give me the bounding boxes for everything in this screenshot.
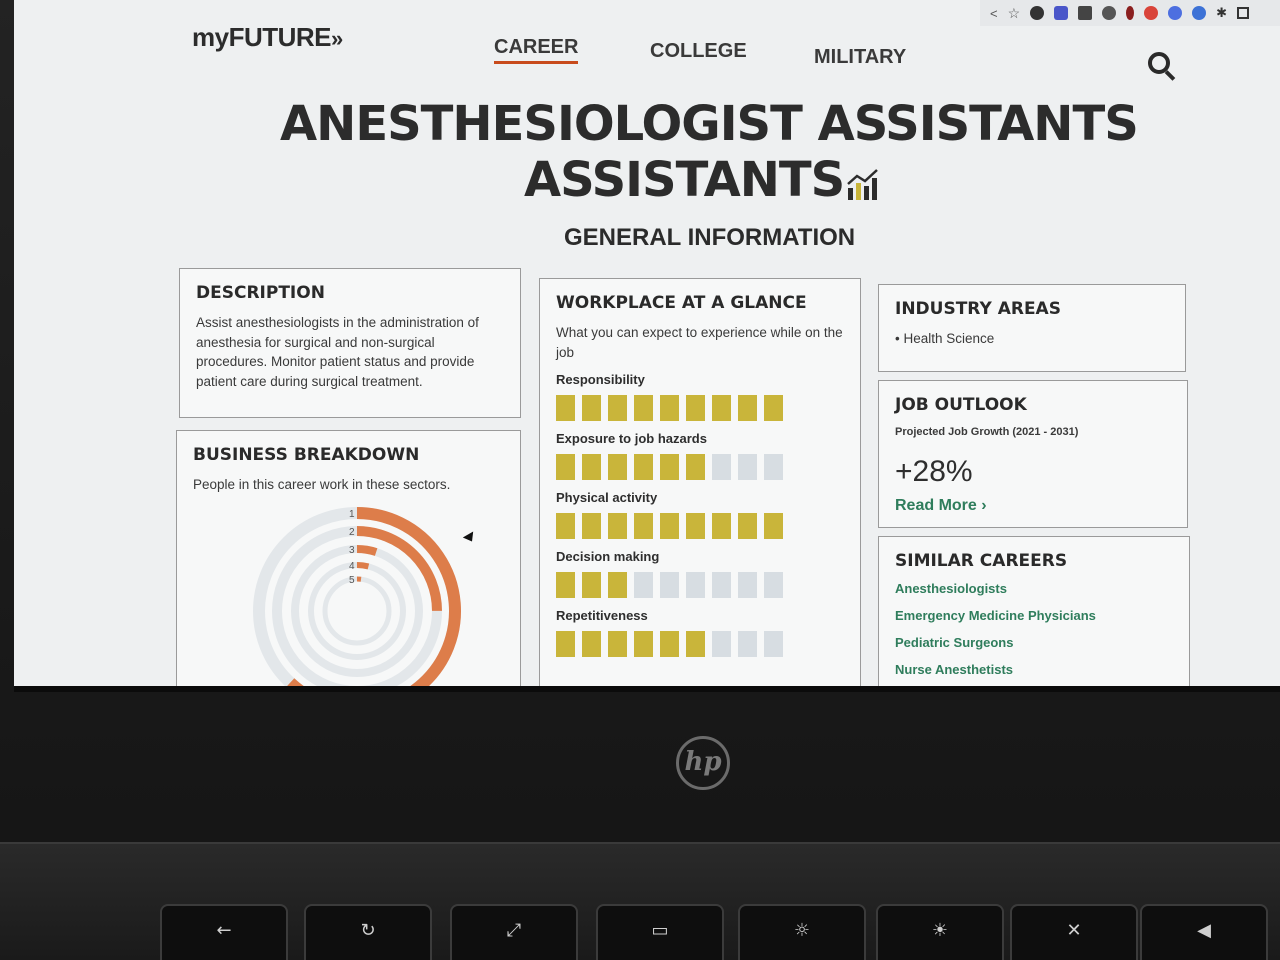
description-heading: DESCRIPTION <box>196 283 325 303</box>
metric-bar-segment <box>738 395 757 421</box>
workplace-subtitle: What you can expect to experience while on the job <box>556 325 843 360</box>
ring-label: 2 <box>349 527 355 538</box>
metric-bar-segment <box>582 572 601 598</box>
extension-icon[interactable] <box>1144 6 1158 20</box>
ring-arc[interactable] <box>357 549 376 552</box>
metric-bar-segment <box>582 454 601 480</box>
similar-career-link[interactable]: Nurse Anesthetists <box>895 662 1013 677</box>
metric-bar-segment <box>660 454 679 480</box>
metric-bar-segment <box>686 513 705 539</box>
ring-arc[interactable] <box>357 565 368 566</box>
metric-bar-row <box>556 454 844 480</box>
metric-bar-row <box>556 631 844 657</box>
browser-screen <box>14 0 1280 692</box>
puzzle-icon[interactable]: ✱ <box>1216 5 1228 20</box>
similar-career-link[interactable]: Pediatric Surgeons <box>895 635 1014 650</box>
extension-icon[interactable] <box>1030 6 1044 20</box>
extension-icon[interactable] <box>1102 6 1116 20</box>
metric-bar-segment <box>582 513 601 539</box>
metric-bar-row <box>556 572 844 598</box>
ring-label: 4 <box>349 561 355 572</box>
metric-bar-segment <box>712 572 731 598</box>
metric-bar-segment <box>634 631 653 657</box>
nav-career[interactable]: CAREER <box>494 36 578 64</box>
metric-label: Repetitiveness <box>556 608 648 624</box>
ring-label: 5 <box>349 575 355 586</box>
similar-career-link[interactable]: Emergency Medicine Physicians <box>895 608 1096 623</box>
metric-label: Responsibility <box>556 372 645 388</box>
metric-bar-segment <box>660 395 679 421</box>
metric-bar-segment <box>712 454 731 480</box>
metric-bar-segment <box>738 572 757 598</box>
ring-label: 1 <box>349 509 355 520</box>
brightness-down-key-icon: ☼ <box>738 904 866 960</box>
similar-career-link[interactable]: Anesthesiologists <box>895 581 1007 596</box>
keyboard <box>0 842 1280 960</box>
sidepanel-icon[interactable] <box>1237 7 1249 19</box>
metric-bar-segment <box>686 395 705 421</box>
back-key: ← <box>160 904 288 960</box>
metric-bar-segment <box>686 572 705 598</box>
metric-label: Decision making <box>556 549 660 565</box>
metric-bar-segment <box>634 454 653 480</box>
nav-military[interactable]: MILITARY <box>814 46 907 68</box>
metric-bar-segment <box>556 454 575 480</box>
metric-bar-segment <box>634 395 653 421</box>
read-more-link[interactable]: Read More › <box>895 496 987 514</box>
section-title: GENERAL INFORMATION <box>564 224 856 251</box>
extension-icon[interactable] <box>1078 6 1092 20</box>
metric-bar-segment <box>634 513 653 539</box>
volume-key-icon: ◀ <box>1140 904 1268 960</box>
metric-bar-segment <box>764 454 783 480</box>
extension-icon[interactable] <box>1168 6 1182 20</box>
metric-label: Physical activity <box>556 490 658 506</box>
share-icon[interactable]: < <box>990 5 998 21</box>
metric-bar-segment <box>764 631 783 657</box>
metric-bar-segment <box>712 395 731 421</box>
industry-heading: INDUSTRY AREAS <box>895 299 1061 319</box>
metric-bar-segment <box>608 395 627 421</box>
ring-label: 3 <box>349 545 355 556</box>
business-heading: BUSINESS BREAKDOWN <box>193 445 420 465</box>
metric-bar-segment <box>764 572 783 598</box>
description-text: Assist anesthesiologists in the administration of anesthesia for surgical and non-surgical procedures. Monitor patient status and provide patient care during surgical treatment. <box>196 315 479 389</box>
fullscreen-key-icon: ⤢ <box>450 904 578 960</box>
metric-bar-segment <box>660 572 679 598</box>
page-title-line2: ASSISTANTS <box>524 152 845 208</box>
metric-bar-segment <box>582 395 601 421</box>
metric-bar-segment <box>556 631 575 657</box>
metric-bar-segment <box>738 454 757 480</box>
metric-bar-segment <box>608 572 627 598</box>
logo-text: myFUTURE <box>192 22 332 52</box>
metric-bar-segment <box>582 631 601 657</box>
workplace-metrics <box>556 372 844 657</box>
metric-bar-segment <box>764 513 783 539</box>
logo-arrows-icon: » <box>331 26 343 51</box>
metric-bar-segment <box>712 513 731 539</box>
brightness-up-key-icon: ☀ <box>876 904 1004 960</box>
star-icon[interactable]: ☆ <box>1007 4 1021 21</box>
metric-bar-segment <box>634 572 653 598</box>
sector-radial-chart[interactable] <box>247 501 487 692</box>
metric-bar-segment <box>686 454 705 480</box>
extension-icon[interactable] <box>1192 6 1206 20</box>
metric-bar-segment <box>608 454 627 480</box>
overview-key-icon: ▭ <box>596 904 724 960</box>
metric-bar-row <box>556 395 844 421</box>
site-logo[interactable] <box>192 22 343 53</box>
page-title: ANESTHESIOLOGIST ASSISTANTS <box>280 96 1138 152</box>
search-icon[interactable] <box>1148 52 1170 74</box>
job-outlook-heading: JOB OUTLOOK <box>895 395 1027 415</box>
metric-bar-segment <box>608 513 627 539</box>
metric-label: Exposure to job hazards <box>556 431 707 447</box>
extension-icon[interactable] <box>1126 6 1134 20</box>
metric-bar-segment <box>686 631 705 657</box>
refresh-key-icon: ↻ <box>304 904 432 960</box>
job-outlook-card <box>878 380 1188 528</box>
metric-bar-row <box>556 513 844 539</box>
business-breakdown-card <box>176 430 521 692</box>
nav-college[interactable]: COLLEGE <box>650 40 747 62</box>
similar-careers-card <box>878 536 1190 692</box>
similar-heading: SIMILAR CAREERS <box>895 551 1068 571</box>
metric-bar-segment <box>738 631 757 657</box>
metric-bar-segment <box>660 631 679 657</box>
hp-logo: hp <box>676 736 730 790</box>
growth-value: +28% <box>895 454 973 488</box>
mute-key-icon: ✕ <box>1010 904 1138 960</box>
workplace-heading: WORKPLACE AT A GLANCE <box>556 293 807 313</box>
metric-bar-segment <box>608 631 627 657</box>
workplace-card <box>539 278 861 692</box>
industry-card <box>878 284 1186 372</box>
growth-chart-icon <box>846 168 880 202</box>
industry-item: • Health Science <box>895 331 995 346</box>
metric-bar-segment <box>556 572 575 598</box>
metric-bar-segment <box>712 631 731 657</box>
metric-bar-segment <box>764 395 783 421</box>
metric-bar-segment <box>660 513 679 539</box>
ring-track <box>325 579 389 643</box>
metric-bar-segment <box>738 513 757 539</box>
job-outlook-subtitle: Projected Job Growth (2021 - 2031) <box>895 426 1079 438</box>
metric-bar-segment <box>556 395 575 421</box>
extension-icon[interactable] <box>1054 6 1068 20</box>
extension-bar <box>980 0 1280 26</box>
description-card <box>179 268 521 418</box>
metric-bar-segment <box>556 513 575 539</box>
business-subtitle: People in this career work in these sectors. <box>193 477 451 492</box>
